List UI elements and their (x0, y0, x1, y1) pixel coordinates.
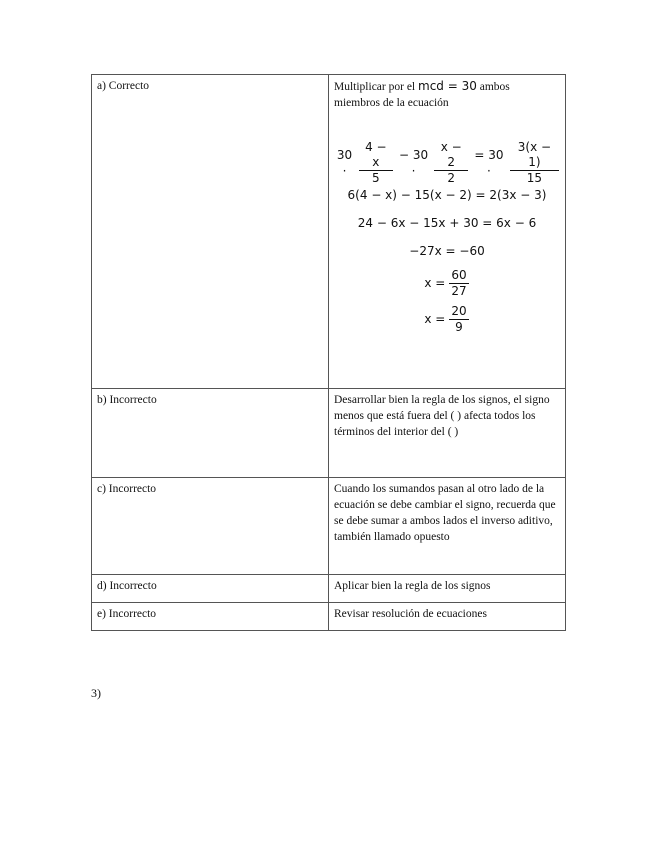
eq1-fraction-3 (510, 140, 559, 186)
question-number: 3) (91, 686, 101, 700)
eq1-term: 30 · (336, 148, 353, 178)
fraction-denominator: 2 (447, 171, 456, 185)
option-label: c) Incorrecto (92, 478, 329, 575)
eq1-fraction-1 (359, 140, 393, 186)
eq1-fraction-2 (434, 140, 468, 186)
fraction-numerator: x − 2 (434, 140, 468, 171)
option-label: e) Incorrecto (92, 603, 329, 631)
eq5-lhs: x = (424, 276, 446, 290)
table-row (92, 75, 566, 389)
answers-table (91, 74, 566, 631)
mcm-expression: mcd = 30 (418, 79, 477, 93)
fraction-numerator: 60 (451, 267, 467, 282)
feedback-text: Cuando los sumandos pasan al otro lado de la ecuación se debe cambiar el signo, recuerda que se debe sumar a ambos lados el inverso aditivo, también llamado opuesto (329, 478, 566, 575)
fraction-denominator: 9 (455, 319, 463, 334)
table-row (92, 575, 566, 603)
intro-text: Multiplicar por el (334, 81, 416, 93)
intro-text-end: ambos (479, 81, 510, 93)
fraction-numerator: 4 − x (359, 140, 393, 171)
solution-steps (334, 140, 560, 337)
fraction-denominator: 27 (451, 283, 467, 298)
table-row (92, 603, 566, 631)
equation-step-2: 6(4 − x) − 15(x − 2) = 2(3x − 3) (347, 188, 547, 202)
intro-text-line2: miembros de la ecuación (334, 97, 449, 109)
option-label: d) Incorrecto (92, 575, 329, 603)
feedback-intro (334, 78, 560, 111)
equation-step-1 (334, 140, 560, 185)
fraction-denominator: 5 (372, 171, 380, 185)
equation-step-5 (334, 265, 560, 301)
option-label: b) Incorrecto (92, 389, 329, 478)
eq1-term: = 30 · (474, 148, 504, 178)
eq5-fraction (449, 268, 468, 299)
feedback-text: Desarrollar bien la regla de los signos, el signo menos que está fuera del ( ) afecta todos los términos del interior del ( ) (329, 389, 566, 478)
feedback-text: Revisar resolución de ecuaciones (329, 603, 566, 631)
eq6-lhs: x = (424, 312, 446, 326)
fraction-denominator: 15 (526, 171, 543, 185)
feedback-text: Aplicar bien la regla de los signos (329, 575, 566, 603)
option-label: a) Correcto (92, 75, 329, 389)
table-row (92, 389, 566, 478)
fraction-numerator: 20 (451, 303, 467, 318)
equation-step-3: 24 − 6x − 15x + 30 = 6x − 6 (357, 216, 537, 230)
equation-step-6 (334, 301, 560, 337)
eq6-fraction (449, 304, 468, 335)
table-row (92, 478, 566, 575)
feedback-cell (329, 75, 566, 389)
equation-step-4: −27x = −60 (409, 244, 485, 258)
fraction-numerator: 3(x − 1) (510, 140, 559, 171)
eq1-term: − 30 · (398, 148, 429, 178)
